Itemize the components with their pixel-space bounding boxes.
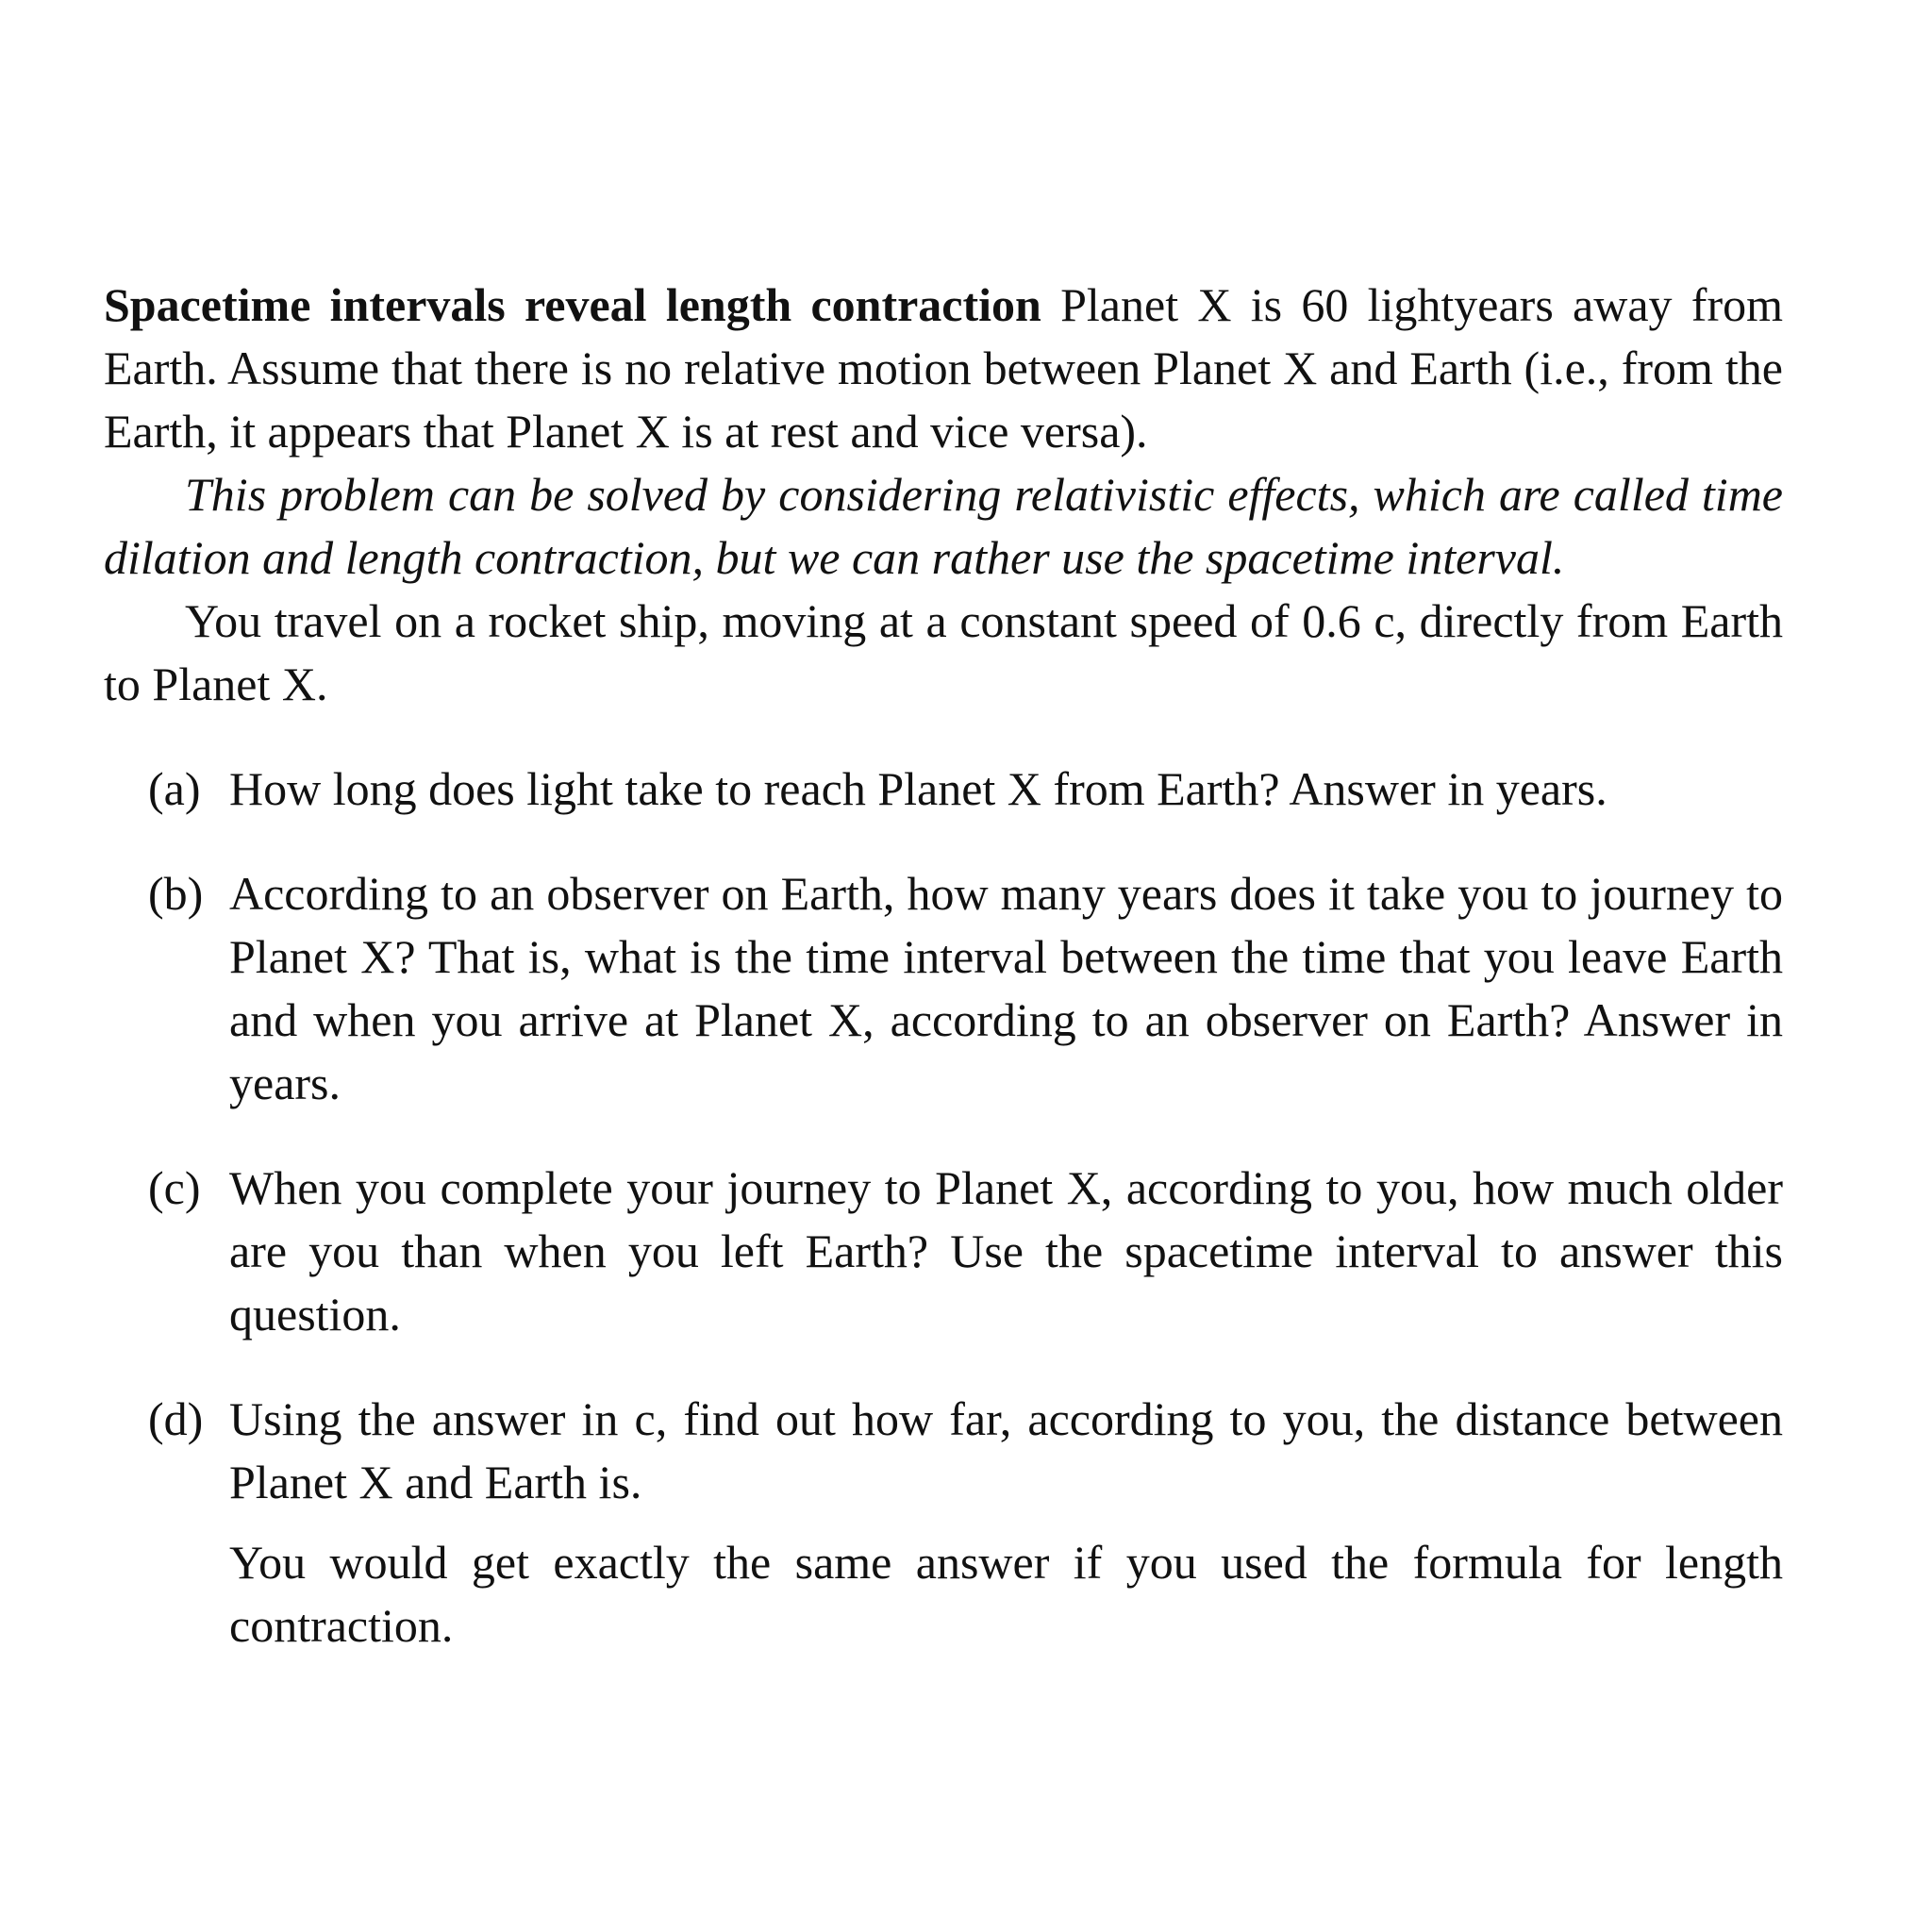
question-text-b: According to an observer on Earth, how many years does it take you to journey to Planet X? That is, what is the time interval between the time that you leave Earth and when you arrive at Planet X, according to an observer on Earth? Answer in years. — [229, 867, 1783, 1109]
problem-title: Spacetime intervals reveal length contraction — [104, 278, 1041, 331]
question-text-a: How long does light take to reach Planet X from Earth? Answer in years. — [229, 762, 1607, 815]
problem-setup: You travel on a rocket ship, moving at a constant speed of 0.6 c, directly from Earth to Planet X. — [104, 594, 1783, 710]
question-list — [104, 758, 1783, 1657]
question-item-a — [104, 758, 1783, 821]
question-note-d: You would get exactly the same answer if you used the formula for length contraction. — [229, 1536, 1783, 1652]
question-label-b: (b) — [148, 867, 204, 920]
question-body-d — [229, 1388, 1783, 1657]
question-text-c: When you complete your journey to Planet X, according to you, how much older are you than when you left Earth? Use the spacetime interval to answer this question. — [229, 1161, 1783, 1341]
problem-page — [104, 274, 1783, 1699]
question-text-d: Using the answer in c, find out how far, according to you, the distance between Planet X and Earth is. — [229, 1392, 1783, 1508]
problem-intro — [104, 274, 1783, 463]
question-label-d: (d) — [148, 1392, 204, 1445]
question-item-d — [104, 1388, 1783, 1657]
question-item-c — [104, 1157, 1783, 1346]
problem-intro-text: Planet X is 60 lightyears away from Earth. Assume that there is no relative motion between Planet X and Earth (i.e., from the Earth, it appears that Planet X is at rest and vice versa). — [104, 278, 1783, 458]
question-label-c: (c) — [148, 1161, 201, 1214]
question-label-a: (a) — [148, 762, 201, 815]
problem-italic-note: This problem can be solved by considering relativistic effects, which are called time dilation and length contraction, but we can rather use the spacetime interval. — [104, 468, 1783, 584]
question-item-b — [104, 862, 1783, 1115]
